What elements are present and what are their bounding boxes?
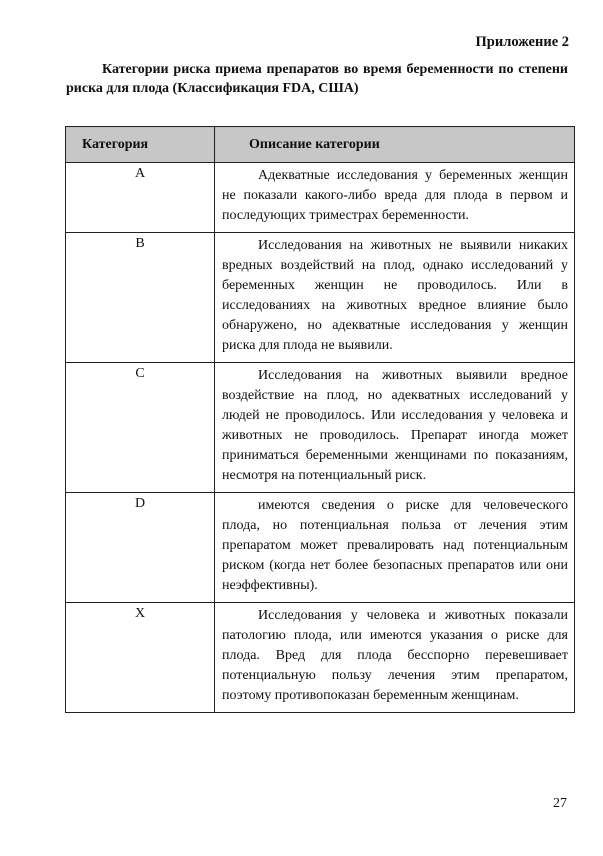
category-cell: B (66, 233, 215, 363)
appendix-label: Приложение 2 (475, 34, 569, 50)
page-number: 27 (553, 796, 567, 811)
table-row (66, 363, 575, 493)
document-title: Категории риска приема препаратов во время беременности по степени риска для плода (Классификация FDA, США) (66, 62, 568, 96)
category-cell: X (66, 603, 215, 713)
table-row (66, 163, 575, 233)
table-header-row (66, 127, 575, 163)
risk-category-table (65, 126, 575, 713)
category-cell: D (66, 493, 215, 603)
description-cell: Исследования на животных выявили вредное воздействие на плод, но адекватных исследований у людей не проводилось. Или исследования у человека и животных не проводилось. Препарат иногда может приниматься беременными женщинами по показаниям, несмотря на потенциальный риск. (215, 363, 575, 493)
category-cell: C (66, 363, 215, 493)
table-row (66, 233, 575, 363)
category-cell: A (66, 163, 215, 233)
description-cell: Адекватные исследования у беременных женщин не показали какого-либо вреда для плода в первом и последующих триместрах беременности. (215, 163, 575, 233)
header-category: Категория (66, 127, 215, 163)
table-row (66, 493, 575, 603)
table-row (66, 603, 575, 713)
description-cell: Исследования на животных не выявили никаких вредных воздействий на плод, однако исследований у беременных женщин не проводилось. Или в исследованиях на животных вредное влияние было обнаружено, но адекватные исследования у женщин риска для плода не выявили. (215, 233, 575, 363)
description-cell: Исследования у человека и животных показали патологию плода, или имеются указания о риске для плода. Вред для плода бесспорно перевешивает потенциальную пользу лечения этим препаратом, поэтому противопоказан беременным женщинам. (215, 603, 575, 713)
description-cell: имеются сведения о риске для человеческого плода, но потенциальная польза от лечения этим препаратом может превалировать над потенциальным риском (когда нет более безопасных препаратов или они неэффективны). (215, 493, 575, 603)
header-description: Описание категории (215, 127, 575, 163)
